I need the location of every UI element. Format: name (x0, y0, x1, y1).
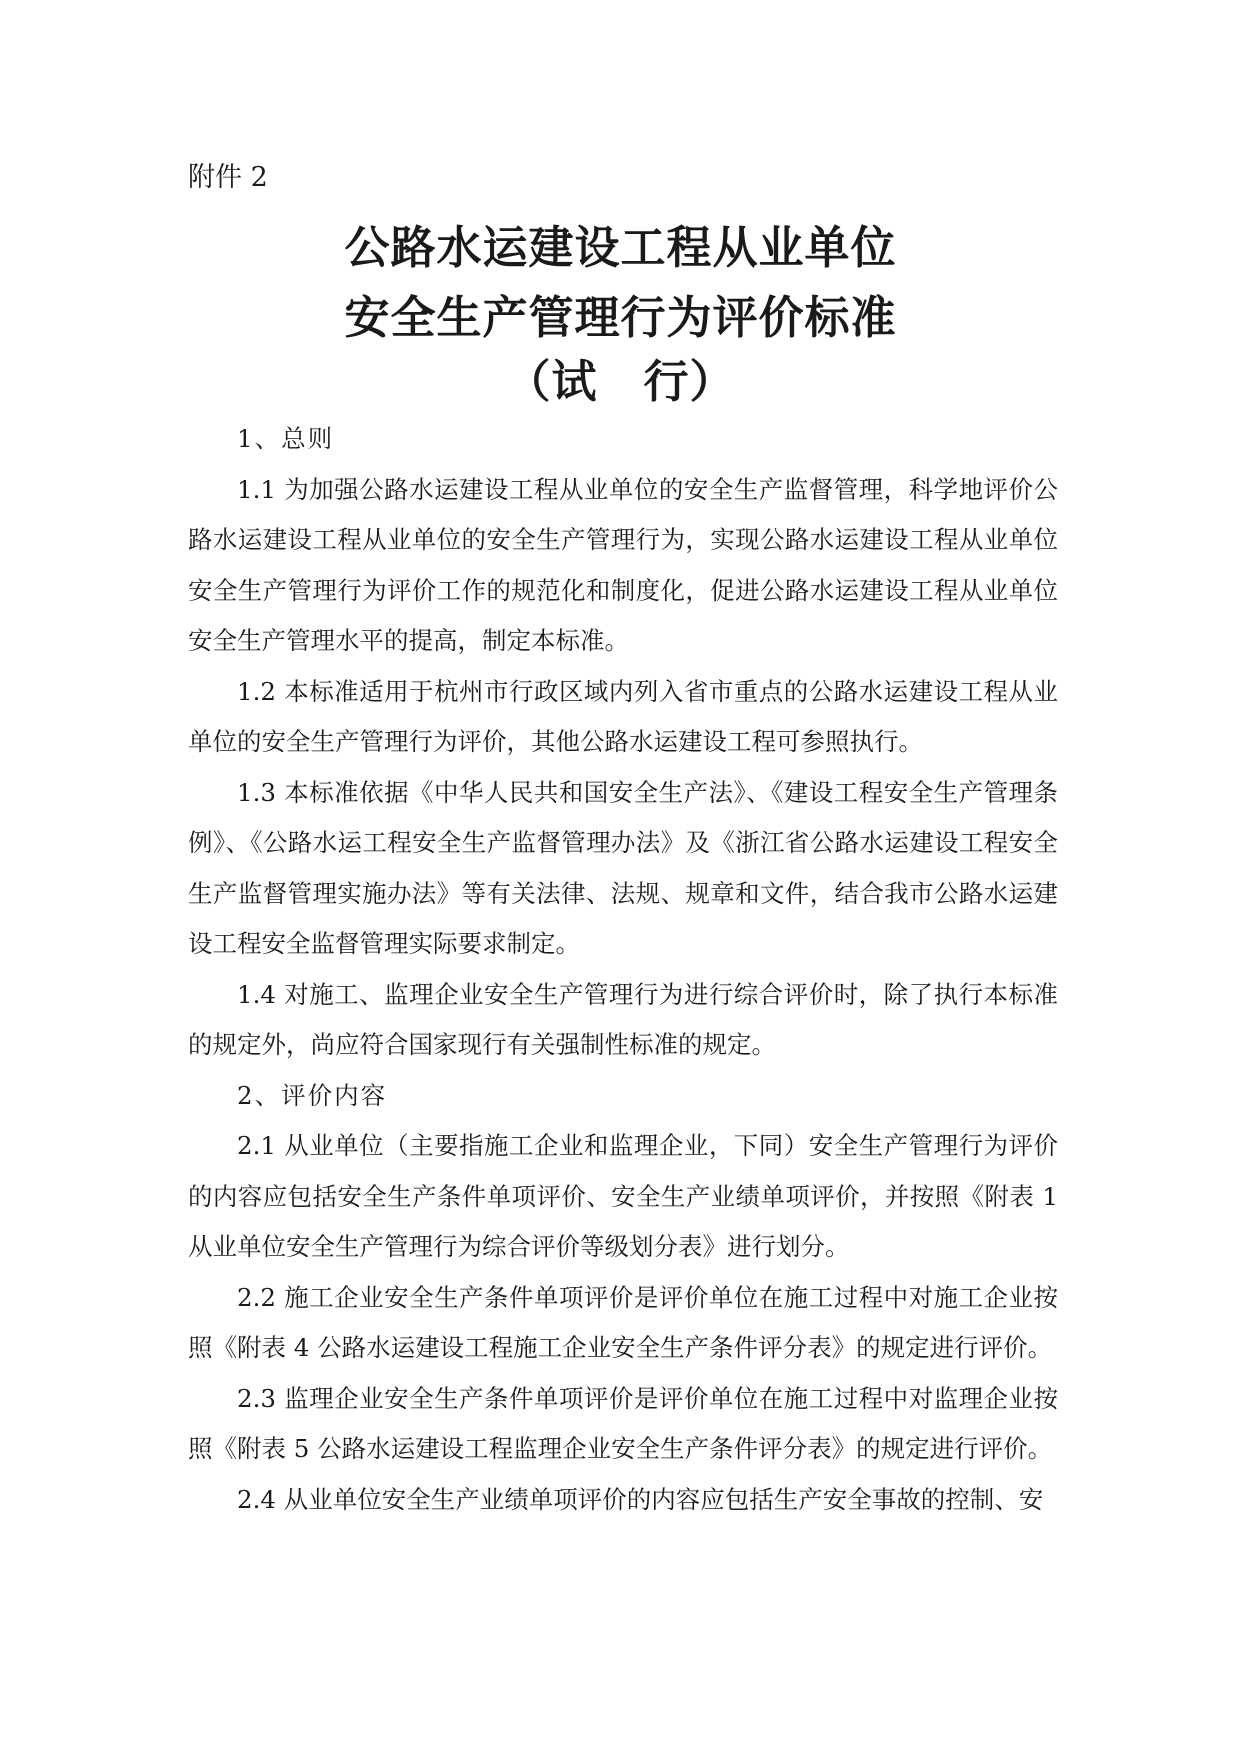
paragraph-1-3: 1.3 本标准依据《中华人民共和国安全生产法》、《建设工程安全生产管理条例》、《公路水运工程安全生产监督管理办法》及《浙江省公路水运建设工程安全生产监督管理实施办法》等有关法律、法规、规章和文件，结合我市公路水运建设工程安全监督管理实际要求制定。 (188, 777, 1058, 958)
paragraph-2-2: 2.2 施工企业安全生产条件单项评价是评价单位在施工过程中对施工企业按照《附表 4 公路水运建设工程施工企业安全生产条件评分表》的规定进行评价。 (188, 1282, 1058, 1362)
paragraph-1-2: 1.2 本标准适用于杭州市行政区域内列入省市重点的公路水运建设工程从业单位的安全生产管理行为评价，其他公路水运建设工程可参照执行。 (188, 676, 1058, 756)
section-heading-evaluation-content: 2、评价内容 (237, 1080, 388, 1110)
document-title-line-2: 安全生产管理行为评价标准 (344, 291, 897, 344)
attachment-label: 附件 2 (188, 162, 268, 193)
document-title-line-1: 公路水运建设工程从业单位 (344, 221, 897, 274)
section-heading-general: 1、总则 (237, 424, 335, 453)
paragraph-1-4: 1.4 对施工、监理企业安全生产管理行为进行综合评价时，除了执行本标准的规定外，尚应符合国家现行有关强制性标准的规定。 (188, 979, 1058, 1059)
document-body (188, 414, 1058, 1525)
paragraph-2-3: 2.3 监理企业安全生产条件单项评价是评价单位在施工过程中对监理企业按照《附表 5 公路水运建设工程监理企业安全生产条件评分表》的规定进行评价。 (188, 1383, 1058, 1463)
paragraph-1-1: 1.1 为加强公路水运建设工程从业单位的安全生产监督管理，科学地评价公路水运建设工程从业单位的安全生产管理行为，实现公路水运建设工程从业单位安全生产管理行为评价工作的规范化和制度化，促进公路水运建设工程从业单位安全生产管理水平的提高，制定本标准。 (188, 474, 1058, 655)
paragraph-2-4: 2.4 从业单位安全生产业绩单项评价的内容应包括生产安全事故的控制、安 (237, 1484, 1044, 1514)
paragraph-2-1: 2.1 从业单位（主要指施工企业和监理企业，下同）安全生产管理行为评价的内容应包括安全生产条件单项评价、安全生产业绩单项评价，并按照《附表 1 从业单位安全生产管理行为综合评价等级划分表》进行划分。 (188, 1131, 1058, 1261)
document-title-line-3: （试 行） (505, 355, 736, 408)
